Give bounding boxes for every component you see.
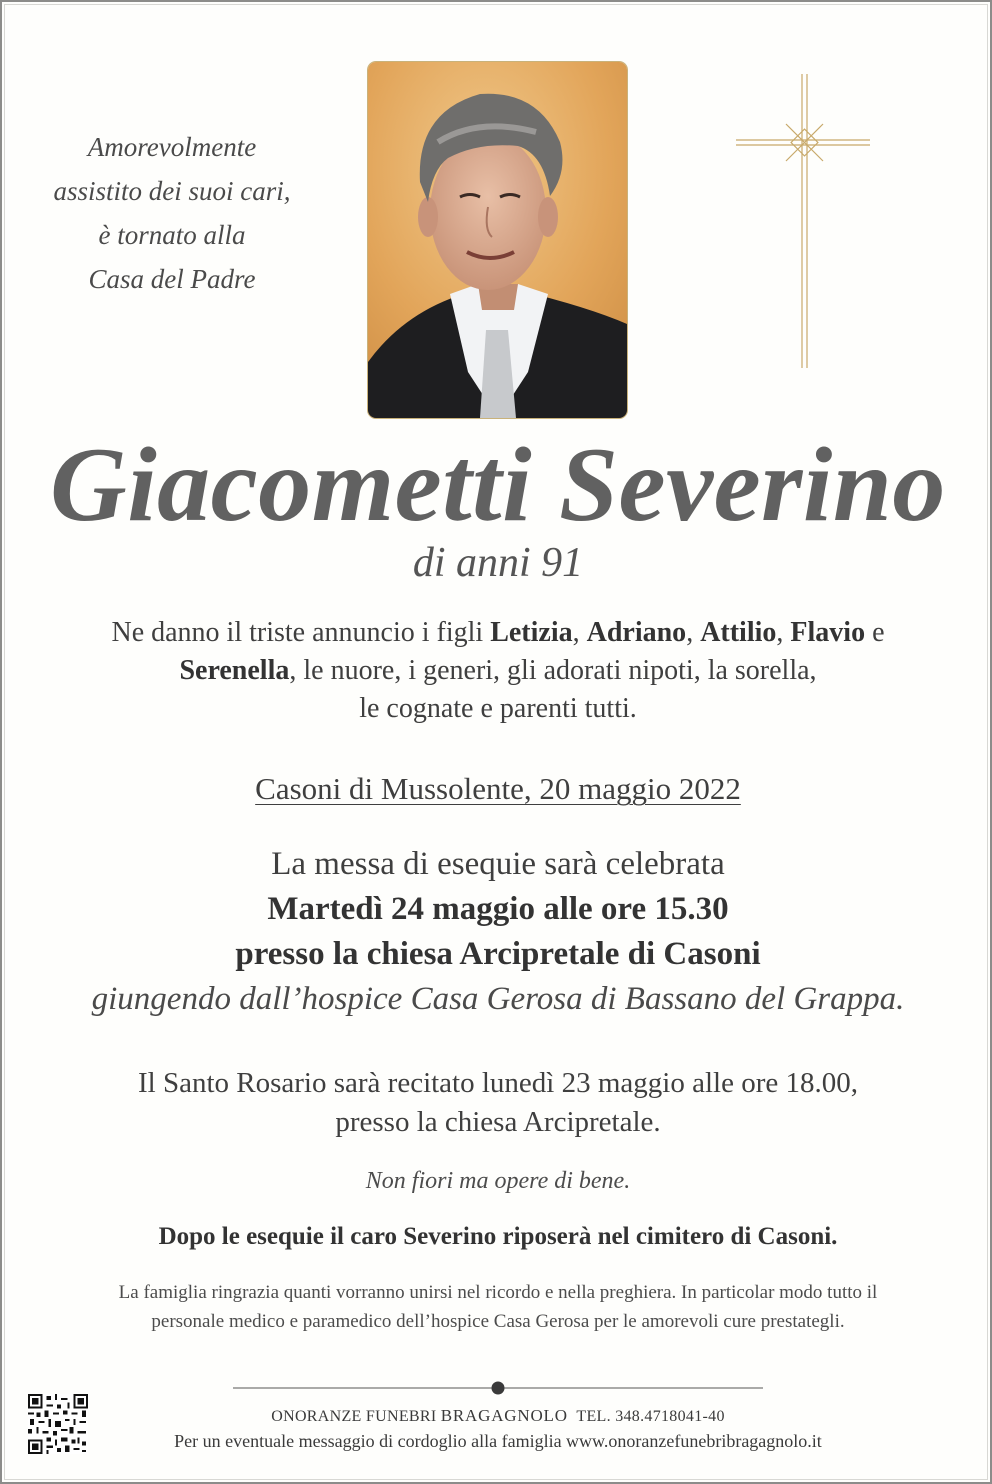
child-name: Letizia [490, 617, 573, 648]
separator: , [686, 617, 701, 648]
child-name: Attilio [700, 617, 777, 648]
footer-divider [233, 1381, 763, 1395]
funeral-datetime: Martedì 24 maggio alle ore 15.30 [267, 891, 729, 927]
company-prefix: ONORANZE FUNEBRI [271, 1408, 441, 1425]
burial-note: Dopo le esequie il caro Severino riposerà nel cimitero di Casoni. [158, 1223, 838, 1250]
portrait-illustration [368, 62, 627, 418]
condolence-message[interactable]: Per un eventuale messaggio di cordoglio alla famiglia www.onoranzefunebribragagnolo.it [174, 1431, 822, 1451]
funeral-note: giungendo dall’hospice Casa Gerosa di Bassano del Grappa. [91, 981, 905, 1017]
deceased-name: Giacometti Severino [50, 426, 946, 543]
separator: e [865, 617, 885, 648]
intro-line-2: assistito dei suoi cari, [53, 176, 291, 206]
announcement-line-2 [2, 652, 992, 690]
intro-line-1: Amorevolmente [87, 132, 257, 162]
thanks-note [32, 1278, 964, 1336]
funeral-location: presso la chiesa Arcipretale di Casoni [235, 936, 761, 972]
place-date-text: Casoni di Mussolente, 20 maggio 2022 [255, 771, 741, 806]
rosary-info [2, 1064, 992, 1142]
rosary-line-1: Il Santo Rosario sarà recitato lunedì 23 maggio alle ore 18.00, [138, 1067, 858, 1099]
funeral-info [2, 842, 992, 1022]
deceased-age: di anni 91 [412, 540, 584, 586]
company-name: BRAGAGNOLO [440, 1406, 568, 1425]
flowers-note: Non fiori ma opere di bene. [365, 1168, 631, 1194]
announcement-lead: Ne danno il triste annuncio i figli [111, 617, 491, 648]
announcement-line-1 [2, 614, 992, 652]
separator: , [572, 617, 587, 648]
intro-line-4: Casa del Padre [88, 264, 256, 294]
company-phone[interactable]: TEL. 348.4718041-40 [576, 1408, 725, 1425]
child-name: Adriano [586, 617, 687, 648]
intro-line-3: è tornato alla [98, 220, 246, 250]
child-name: Flavio [790, 617, 866, 648]
portrait-photo [368, 62, 627, 418]
place-date [2, 769, 992, 809]
funeral-line-1: La messa di esequie sarà celebrata [271, 846, 725, 882]
intro-quote [22, 125, 322, 301]
cross-icon [736, 74, 872, 372]
announcement-line-3: le cognate e parenti tutti. [359, 693, 637, 724]
funeral-home-info [2, 1405, 992, 1428]
thanks-line-2: personale medico e paramedico dell’hospice Casa Gerosa per le amorevoli cure prestategli. [151, 1311, 845, 1332]
rosary-line-2: presso la chiesa Arcipretale. [335, 1106, 661, 1138]
child-name: Serenella [179, 655, 290, 686]
thanks-line-1: La famiglia ringrazia quanti vorranno unirsi nel ricordo e nella preghiera. In particolar modo tutto il [118, 1282, 878, 1303]
announcement [2, 614, 992, 728]
announcement-rest: , le nuore, i generi, gli adorati nipoti, la sorella, [289, 655, 817, 686]
separator: , [776, 617, 791, 648]
